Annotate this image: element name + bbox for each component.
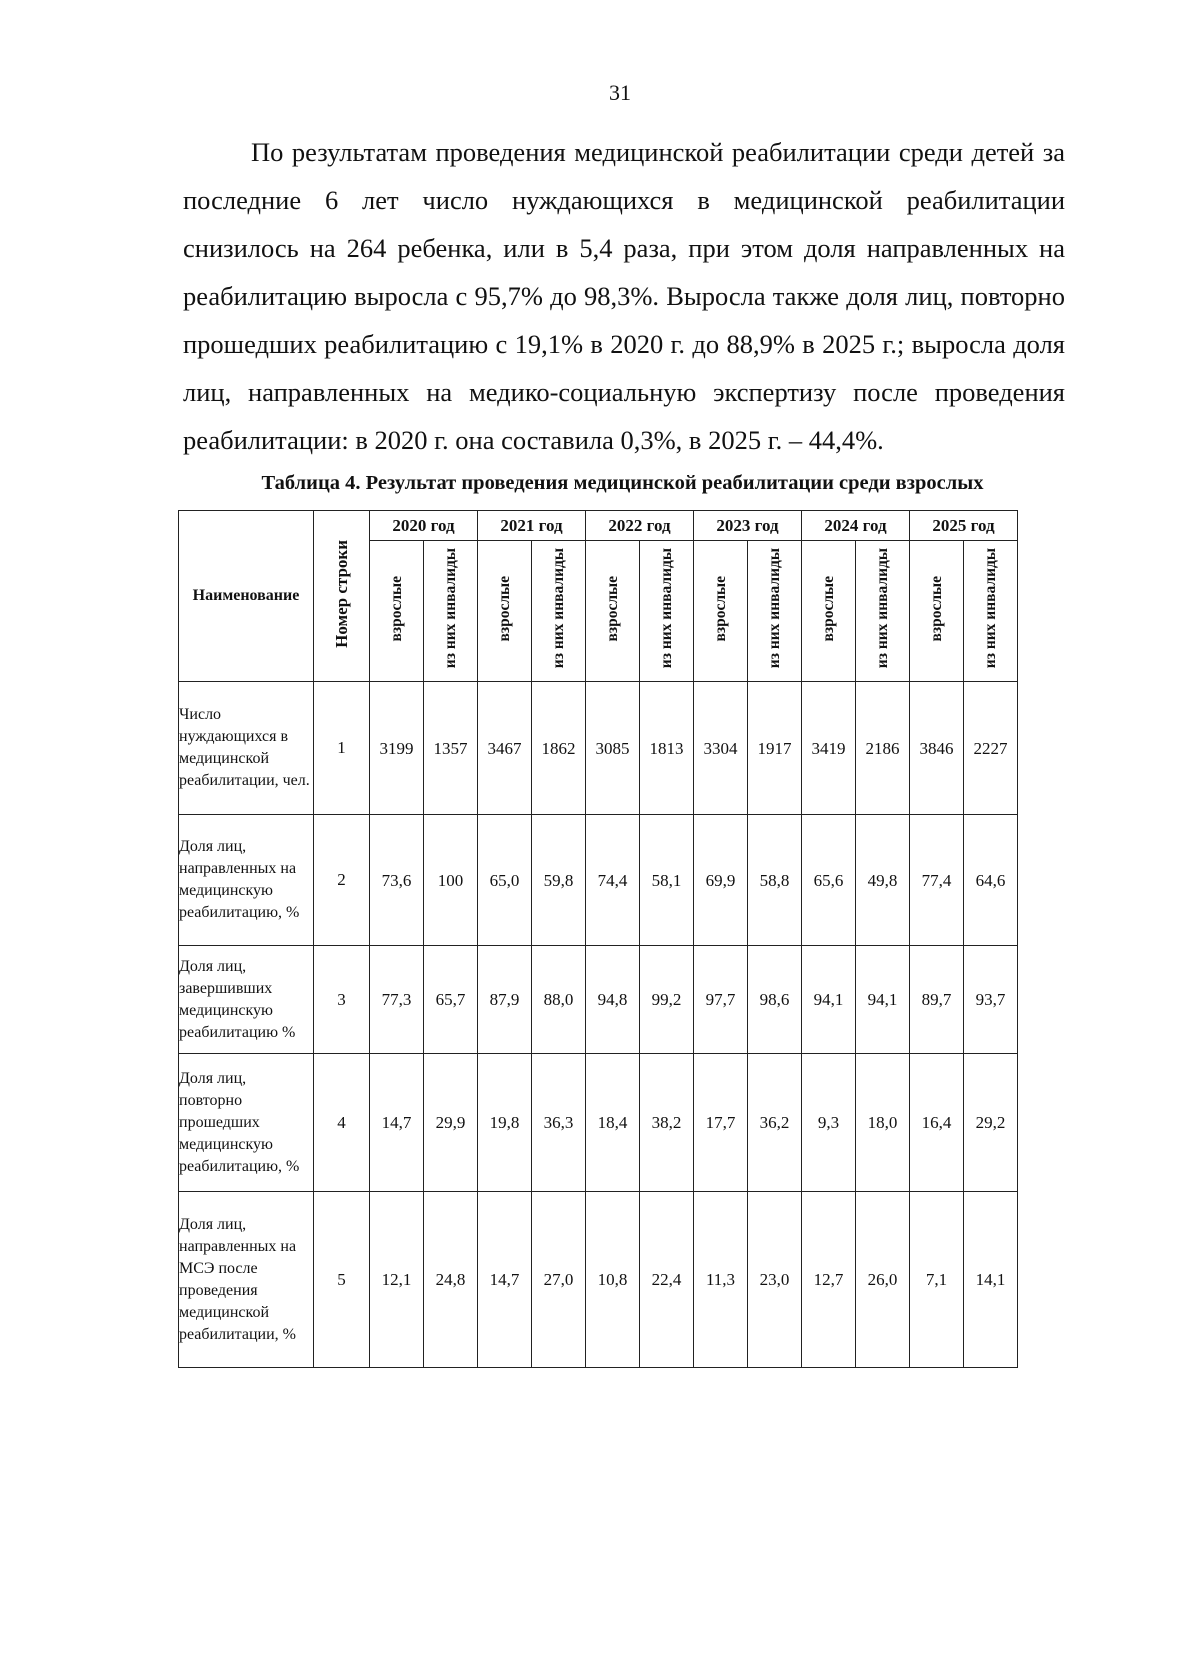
adults-value-cell: 18,4 [586, 1054, 640, 1192]
disabled-value-cell: 94,1 [856, 946, 910, 1054]
adults-value-cell: 87,9 [478, 946, 532, 1054]
disabled-header [964, 541, 1018, 682]
adults-value-cell: 19,8 [478, 1054, 532, 1192]
adults-value-cell: 16,4 [910, 1054, 964, 1192]
disabled-value-cell: 98,6 [748, 946, 802, 1054]
row-number: 1 [314, 682, 370, 815]
disabled-header-text: из них инвалиды [550, 548, 567, 669]
disabled-value-cell: 1862 [532, 682, 586, 815]
adults-value-cell: 89,7 [910, 946, 964, 1054]
adults-value-cell: 69,9 [694, 815, 748, 946]
disabled-value-cell: 59,8 [532, 815, 586, 946]
adults-value-cell: 65,0 [478, 815, 532, 946]
body-paragraph: По результатам проведения медицинской реабилитации среди детей за последние 6 лет число нуждающихся в медицинской реабилитации снизилось на 264 ребенка, или в 5,4 раза, при этом доля направленных на реабилитацию выросла с 95,7% до 98,3%. Выросла также доля лиц, повторно прошедших реабилитацию с 19,1% в 2020 г. до 88,9% в 2025 г.; выросла доля лиц, направленных на медико-социальную экспертизу после проведения реабилитации: в 2020 г. она составила 0,3%, в 2025 г. – 44,4%. [183, 137, 1065, 455]
table-row [179, 1192, 1018, 1368]
adults-value-cell: 17,7 [694, 1054, 748, 1192]
disabled-value-cell: 64,6 [964, 815, 1018, 946]
disabled-value-cell: 100 [424, 815, 478, 946]
disabled-value-cell: 18,0 [856, 1054, 910, 1192]
disabled-value-cell: 58,1 [640, 815, 694, 946]
row-number: 5 [314, 1192, 370, 1368]
disabled-header [640, 541, 694, 682]
row-label: Доля лиц, направленных на МСЭ после проведения медицинской реабилитации, % [179, 1192, 314, 1368]
row-number: 4 [314, 1054, 370, 1192]
adults-value-cell: 12,1 [370, 1192, 424, 1368]
adults-header [586, 541, 640, 682]
adults-value-cell: 3304 [694, 682, 748, 815]
table-row [179, 946, 1018, 1054]
adults-value-cell: 97,7 [694, 946, 748, 1054]
adults-value-cell: 12,7 [802, 1192, 856, 1368]
adults-value-cell: 3467 [478, 682, 532, 815]
table-caption: Таблица 4. Результат проведения медицинской реабилитации среди взрослых [261, 472, 984, 494]
row-label: Доля лиц, направленных на медицинскую реабилитацию, % [179, 815, 314, 946]
disabled-value-cell: 1917 [748, 682, 802, 815]
table-row [179, 682, 1018, 815]
disabled-value-cell: 29,2 [964, 1054, 1018, 1192]
disabled-value-cell: 36,2 [748, 1054, 802, 1192]
row-label: Число нуждающихся в медицинской реабилитации, чел. [179, 682, 314, 815]
disabled-value-cell: 2186 [856, 682, 910, 815]
disabled-value-cell: 99,2 [640, 946, 694, 1054]
adults-value-cell: 3846 [910, 682, 964, 815]
year-header: 2023 год [694, 511, 802, 541]
year-header-row [179, 511, 1018, 541]
adults-value-cell: 14,7 [370, 1054, 424, 1192]
adults-value-cell: 10,8 [586, 1192, 640, 1368]
disabled-value-cell: 58,8 [748, 815, 802, 946]
disabled-header-text: из них инвалиды [442, 548, 459, 669]
disabled-header-text: из них инвалиды [766, 548, 783, 669]
disabled-header [748, 541, 802, 682]
name-column-header: Наименование [179, 511, 314, 682]
year-header: 2022 год [586, 511, 694, 541]
adults-value-cell: 77,4 [910, 815, 964, 946]
adults-header [370, 541, 424, 682]
adults-value-cell: 14,7 [478, 1192, 532, 1368]
disabled-value-cell: 88,0 [532, 946, 586, 1054]
adults-value-cell: 77,3 [370, 946, 424, 1054]
row-number: 3 [314, 946, 370, 1054]
row-label: Доля лиц, повторно прошедших медицинскую реабилитацию, % [179, 1054, 314, 1192]
disabled-value-cell: 22,4 [640, 1192, 694, 1368]
disabled-header-text: из них инвалиды [658, 548, 675, 669]
adults-value-cell: 65,6 [802, 815, 856, 946]
disabled-value-cell: 24,8 [424, 1192, 478, 1368]
adults-value-cell: 74,4 [586, 815, 640, 946]
adults-value-cell: 3199 [370, 682, 424, 815]
disabled-value-cell: 93,7 [964, 946, 1018, 1054]
disabled-header [856, 541, 910, 682]
adults-value-cell: 94,8 [586, 946, 640, 1054]
adults-header-text: взрослые [604, 575, 621, 642]
disabled-value-cell: 26,0 [856, 1192, 910, 1368]
adults-value-cell: 73,6 [370, 815, 424, 946]
adults-header-text: взрослые [388, 575, 405, 642]
adults-value-cell: 3085 [586, 682, 640, 815]
disabled-header [532, 541, 586, 682]
disabled-header-text: из них инвалиды [874, 548, 891, 669]
rownum-column-header [314, 511, 370, 682]
table-row [179, 1054, 1018, 1192]
page-number: 31 [609, 80, 631, 105]
adults-value-cell: 7,1 [910, 1192, 964, 1368]
adults-header-text: взрослые [712, 575, 729, 642]
disabled-value-cell: 23,0 [748, 1192, 802, 1368]
adults-value-cell: 9,3 [802, 1054, 856, 1192]
results-table [178, 510, 1018, 1368]
disabled-value-cell: 49,8 [856, 815, 910, 946]
disabled-value-cell: 36,3 [532, 1054, 586, 1192]
disabled-value-cell: 38,2 [640, 1054, 694, 1192]
adults-value-cell: 3419 [802, 682, 856, 815]
disabled-header-text: из них инвалиды [982, 548, 999, 669]
table-row [179, 815, 1018, 946]
disabled-value-cell: 1813 [640, 682, 694, 815]
adults-value-cell: 94,1 [802, 946, 856, 1054]
rownum-header-text: Номер строки [331, 539, 351, 648]
adults-header-text: взрослые [496, 575, 513, 642]
disabled-value-cell: 1357 [424, 682, 478, 815]
row-number: 2 [314, 815, 370, 946]
adults-header [478, 541, 532, 682]
adults-header [802, 541, 856, 682]
adults-header-text: взрослые [928, 575, 945, 642]
adults-header-text: взрослые [820, 575, 837, 642]
year-header: 2020 год [370, 511, 478, 541]
year-header: 2021 год [478, 511, 586, 541]
disabled-header [424, 541, 478, 682]
row-label: Доля лиц, завершивших медицинскую реабилитацию % [179, 946, 314, 1054]
disabled-value-cell: 27,0 [532, 1192, 586, 1368]
disabled-value-cell: 2227 [964, 682, 1018, 815]
disabled-value-cell: 14,1 [964, 1192, 1018, 1368]
disabled-value-cell: 65,7 [424, 946, 478, 1054]
adults-header [910, 541, 964, 682]
adults-value-cell: 11,3 [694, 1192, 748, 1368]
adults-header [694, 541, 748, 682]
table-body [179, 682, 1018, 1368]
disabled-value-cell: 29,9 [424, 1054, 478, 1192]
year-header: 2025 год [910, 511, 1018, 541]
year-header: 2024 год [802, 511, 910, 541]
